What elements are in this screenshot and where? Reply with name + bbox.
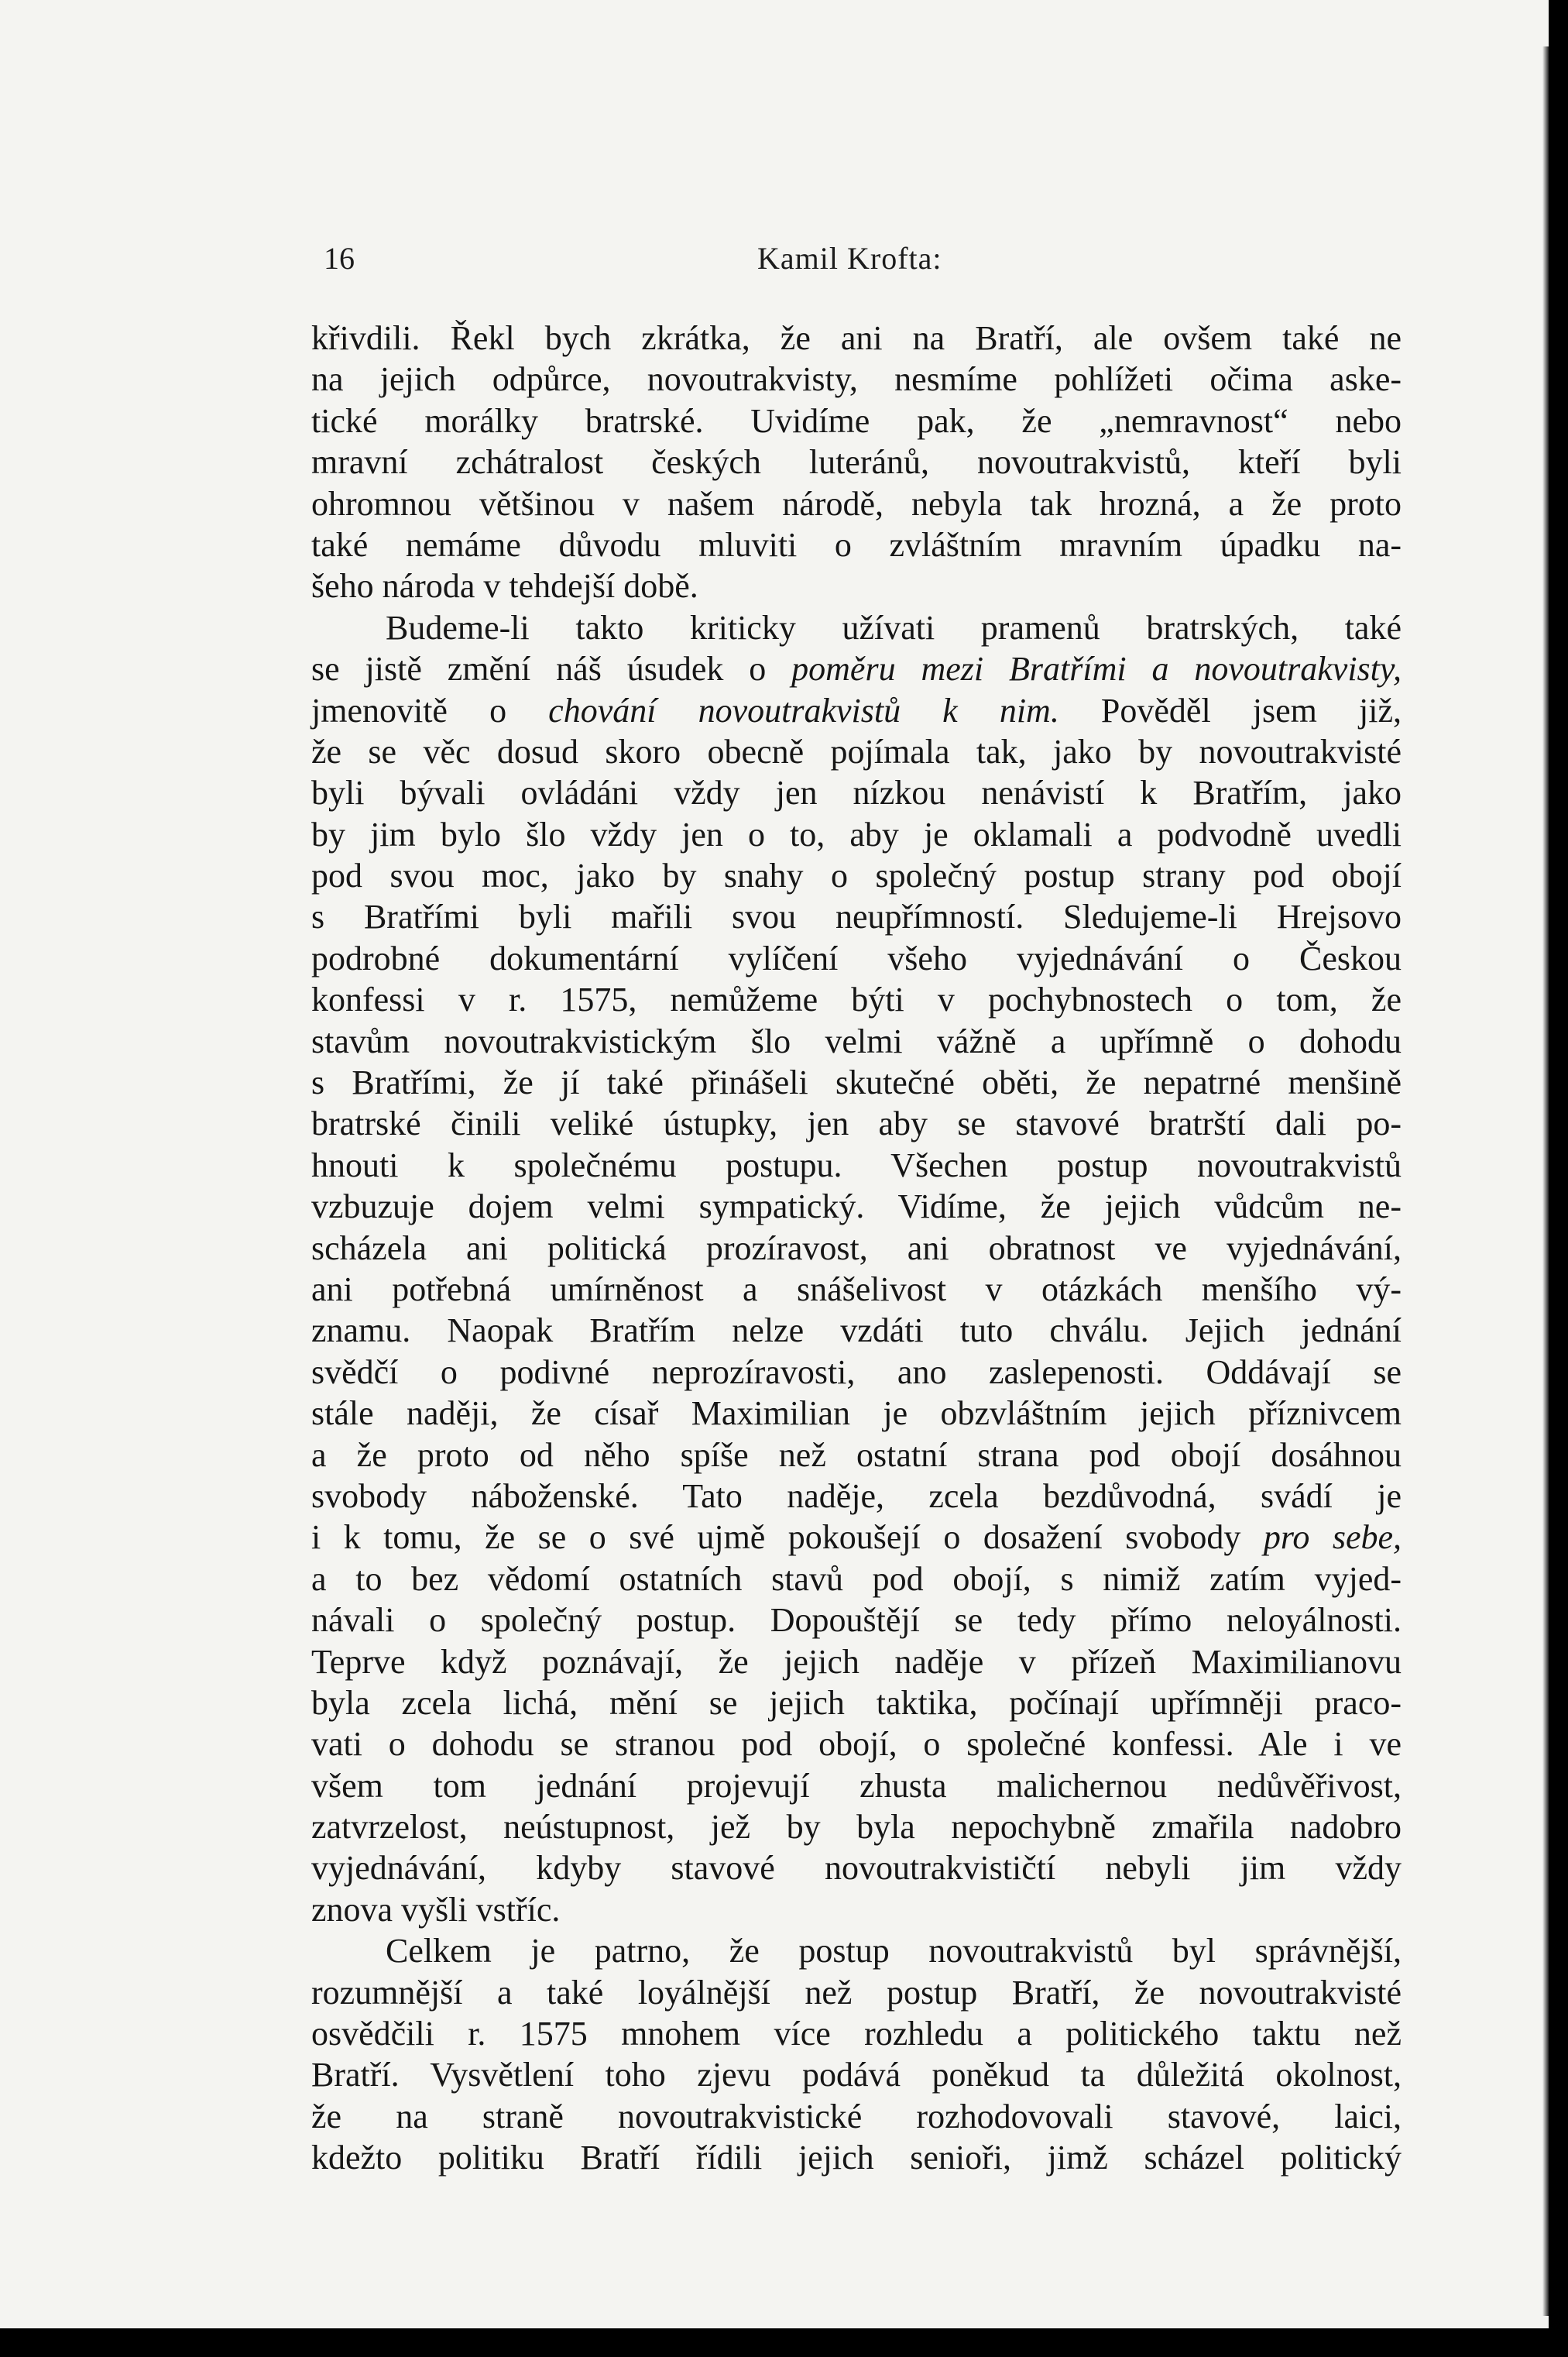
text-line: že se věc dosud skoro obecně pojímala tak, jako by novoutrakvisté <box>311 732 1402 771</box>
text-line: znova vyšli vstříc. <box>311 1890 561 1929</box>
page-header <box>324 240 1400 287</box>
text-line: všem tom jednání projevují zhusta malichernou nedůvěřivost, <box>311 1766 1402 1805</box>
text-line: s Bratřími, že jí také přinášeli skutečné oběti, že nepatrné menšině <box>311 1063 1402 1102</box>
text-line: se jistě změní náš úsudek o poměru mezi Bratřími a novoutrakvisty, <box>311 650 1402 689</box>
text-line: i k tomu, že se o své ujmě pokoušejí o dosažení svobody pro sebe, <box>311 1518 1402 1557</box>
page-number: 16 <box>324 241 355 276</box>
text-line: ani potřebná umírněnost a snášelivost v otázkách menšího vý- <box>311 1270 1402 1308</box>
text-line: také nemáme důvodu mluviti o zvláštním mravním úpadku na- <box>311 525 1402 564</box>
text-line: jmenovitě o chování novoutrakvistů k nim. Pověděl jsem již, <box>311 691 1402 730</box>
text-line: mravní zchátralost českých luteránů, novoutrakvistů, kteří byli <box>311 443 1402 482</box>
text-line: scházela ani politická prozíravost, ani obratnost ve vyjednávání, <box>311 1228 1402 1267</box>
text-line: rozumnější a také loyálnější než postup Bratří, že novoutrakvisté <box>311 1973 1402 2012</box>
text-line: svědčí o podivné neprozíravosti, ano zaslepenosti. Oddávají se <box>311 1352 1402 1391</box>
italic-phrase: chování novoutrakvistů k nim. <box>548 691 1059 730</box>
text-line: pod svou moc, jako by snahy o společný postup strany pod obojí <box>311 857 1402 895</box>
text-line: byla zcela lichá, mění se jejich taktika, počínají upřímněji praco- <box>311 1683 1402 1722</box>
text-line: by jim bylo šlo vždy jen o to, aby je oklamali a podvodně uvedli <box>311 815 1402 854</box>
text-line: vyjednávání, kdyby stavové novoutrakvističtí nebyli jim vždy <box>311 1849 1402 1888</box>
text-line: návali o společný postup. Dopouštějí se tedy přímo neloyálnosti. <box>311 1601 1402 1640</box>
text-line: svobody náboženské. Tato naděje, zcela bezdůvodná, svádí je <box>311 1476 1402 1515</box>
italic-phrase: poměru mezi Bratřími a novoutrakvisty, <box>791 650 1402 689</box>
text-line: bratrské činili veliké ústupky, jen aby se stavové bratrští dali po- <box>311 1105 1402 1143</box>
text-line: kdežto politiku Bratří řídili jejich senioři, jimž scházel politický <box>311 2139 1402 2177</box>
text-line: na jejich odpůrce, novoutrakvisty, nesmíme pohlížeti očima aske- <box>311 360 1402 399</box>
text-line: hnouti k společnému postupu. Všechen postup novoutrakvistů <box>311 1146 1402 1184</box>
text-line: šeho národa v tehdejší době. <box>311 567 698 606</box>
text-line: Budeme-li takto kriticky užívati pramenů bratrských, také <box>386 608 1402 647</box>
running-head: Kamil Krofta: <box>757 241 942 276</box>
text-line: Bratří. Vysvětlení toho zjevu podává poněkud ta důležitá okolnost, <box>311 2056 1402 2094</box>
text-line: Teprve když poznávají, že jejich naděje v přízeň Maximilianovu <box>311 1642 1402 1681</box>
text-line: vati o dohodu se stranou pod obojí, o společné konfessi. Ale i ve <box>311 1725 1402 1764</box>
text-line: a to bez vědomí ostatních stavů pod obojí, s nimiž zatím vyjed- <box>311 1559 1402 1598</box>
text-line: zatvrzelost, neústupnost, jež by byla nepochybně zmařila nadobro <box>311 1808 1402 1847</box>
text-line: s Bratřími byli mařili svou neupřímností. Sledujeme-li Hrejsovo <box>311 898 1402 936</box>
text-line: ohromnou většinou v našem národě, nebyla tak hrozná, a že proto <box>311 484 1402 523</box>
text-line: osvědčili r. 1575 mnohem více rozhledu a politického taktu než <box>311 2015 1402 2053</box>
text-line: vzbuzuje dojem velmi sympatický. Vidíme, že jejich vůdcům ne- <box>311 1187 1402 1226</box>
text-line: stále naději, že císař Maximilian je obzvláštním jejich příznivcem <box>311 1394 1402 1433</box>
text-line: že na straně novoutrakvistické rozhodovovali stavové, laici, <box>311 2097 1402 2135</box>
text-line: byli bývali ovládáni vždy jen nízkou nenávistí k Bratřím, jako <box>311 774 1402 813</box>
body-text <box>311 318 1402 2179</box>
text-line: podrobné dokumentární vylíčení všeho vyjednávání o Českou <box>311 939 1402 978</box>
text-line: Celkem je patrno, že postup novoutrakvistů byl správnější, <box>386 1932 1402 1970</box>
text-line: křivdili. Řekl bych zkrátka, že ani na Bratří, ale ovšem také ne <box>311 319 1402 357</box>
text-line: konfessi v r. 1575, nemůžeme býti v pochybnostech o tom, že <box>311 981 1402 1019</box>
text-line: znamu. Naopak Bratřím nelze vzdáti tuto chválu. Jejich jednání <box>311 1311 1402 1350</box>
text-line: a že proto od něho spíše než ostatní strana pod obojí dosáhnou <box>311 1435 1402 1474</box>
text-line: stavům novoutrakvistickým šlo velmi vážně a upřímně o dohodu <box>311 1022 1402 1060</box>
italic-phrase: pro sebe, <box>1263 1518 1402 1557</box>
text-line: tické morálky bratrské. Uvidíme pak, že „nemravnost“ nebo <box>311 401 1402 440</box>
page-edge-shadow <box>1542 46 1549 2316</box>
